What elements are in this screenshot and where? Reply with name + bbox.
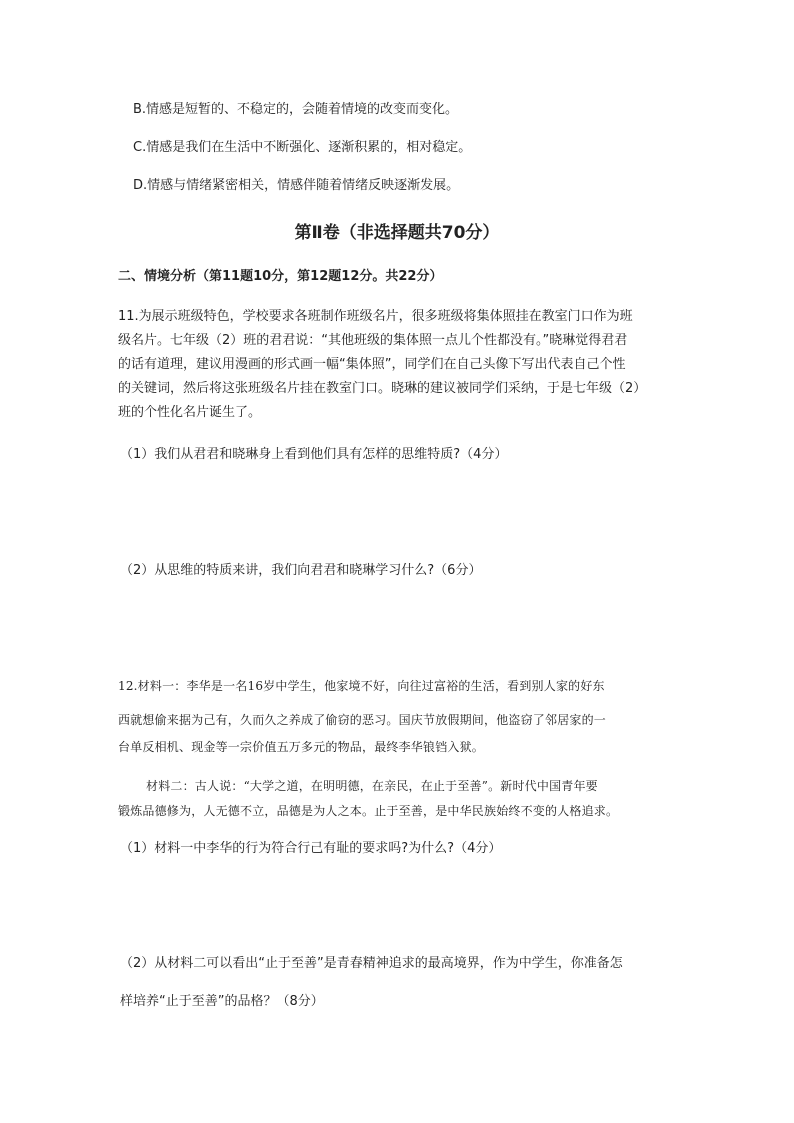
question-11-sub-2: （2）从思维的特质来讲，我们向君君和晓琳学习什么?（6分） <box>120 563 482 578</box>
material-2-line: 材料二：古人说：“大学之道，在明明德，在亲民，在止于至善”。新时代中国青年要 <box>146 779 598 793</box>
question-11-line: 11.为展示班级特色，学校要求各班制作班级名片，很多班级将集体照挂在教室门口作为班 <box>118 309 633 324</box>
question-11-line: 的关键词，然后将这张班级名片挂在教室门口。晓琳的建议被同学们采纳，于是七年级（2） <box>118 381 647 396</box>
option-c: C.情感是我们在生活中不断强化、逐渐积累的，相对稳定。 <box>133 140 472 155</box>
section-title: 第Ⅱ卷（非选择题共70分） <box>294 223 500 243</box>
material-2-line: 锻炼品德修为，人无德不立，品德是为人之本。止于至善，是中华民族始终不变的人格追求。 <box>118 804 619 818</box>
question-11-sub-1: （1）我们从君君和晓琳身上看到他们具有怎样的思维特质?（4分） <box>120 447 508 462</box>
option-b: B.情感是短暂的、不稳定的，会随着情境的改变而变化。 <box>133 102 459 117</box>
question-11-line: 级名片。七年级（2）班的君君说：“其他班级的集体照一点儿个性都没有。”晓琳觉得君君 <box>118 333 628 348</box>
question-11-line: 的话有道理，建议用漫画的形式画一幅“集体照”，同学们在自己头像下写出代表自己个性 <box>118 357 626 372</box>
material-1-line: 西就想偷来据为己有，久而久之养成了偷窃的恶习。国庆节放假期间，他盗窃了邻居家的一 <box>118 713 607 727</box>
material-1-line: 台单反相机、现金等一宗价值五万多元的物品，最终李华锒铛入狱。 <box>118 740 485 754</box>
option-d: D.情感与情绪紧密相关，情感伴随着情绪反映逐渐发展。 <box>133 178 460 193</box>
question-12-sub-2-line: 样培养“止于至善”的品格？（8分） <box>120 994 324 1009</box>
question-11-line: 班的个性化名片诞生了。 <box>118 405 262 420</box>
question-12-sub-1: （1）材料一中李华的行为符合行己有耻的要求吗?为什么?（4分） <box>120 841 502 856</box>
part-heading: 二、情境分析（第11题10分，第12题12分。共22分） <box>118 269 443 284</box>
material-1-line: 12.材料一：李华是一名16岁中学生，他家境不好，向往过富裕的生活，看到别人家的好东 <box>118 679 605 693</box>
question-12-sub-2-line: （2）从材料二可以看出“止于至善”是青春精神追求的最高境界，作为中学生，你准备怎 <box>120 956 623 971</box>
